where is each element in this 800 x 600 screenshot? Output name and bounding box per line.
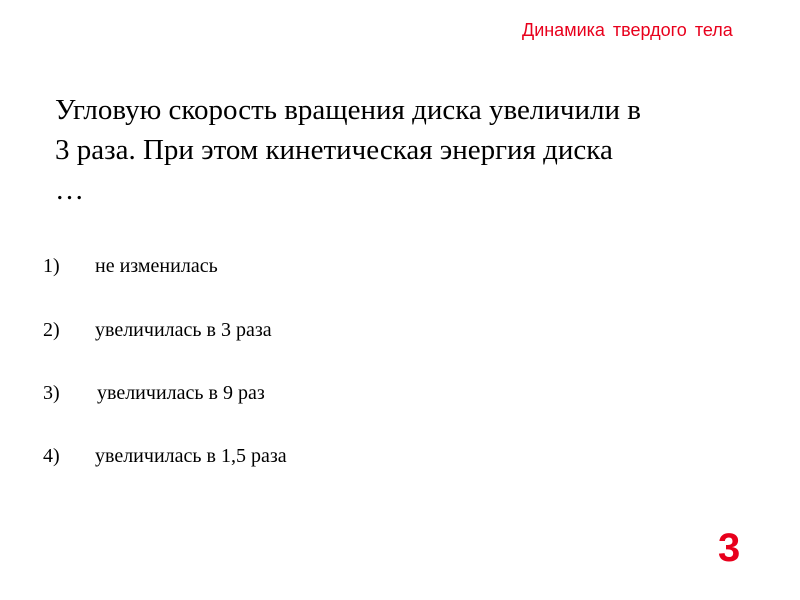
option-number: 2) (43, 319, 60, 341)
option-number: 4) (43, 445, 60, 467)
option-number: 1) (43, 255, 60, 277)
option-text: не изменилась (95, 255, 218, 277)
question-line-1: Угловую скорость вращения диска увеличили в (55, 94, 641, 126)
correct-answer-number: 3 (718, 526, 741, 570)
question-line-3: … (55, 174, 84, 206)
option-text: увеличилась в 1,5 раза (95, 445, 287, 467)
topic-title: Динамика твердого тела (522, 20, 733, 40)
option-text: увеличилась в 3 раза (95, 319, 272, 341)
question-line-2: 3 раза. При этом кинетическая энергия диска (55, 134, 613, 166)
option-number: 3) (43, 382, 60, 404)
option-text: увеличилась в 9 раз (97, 382, 265, 404)
